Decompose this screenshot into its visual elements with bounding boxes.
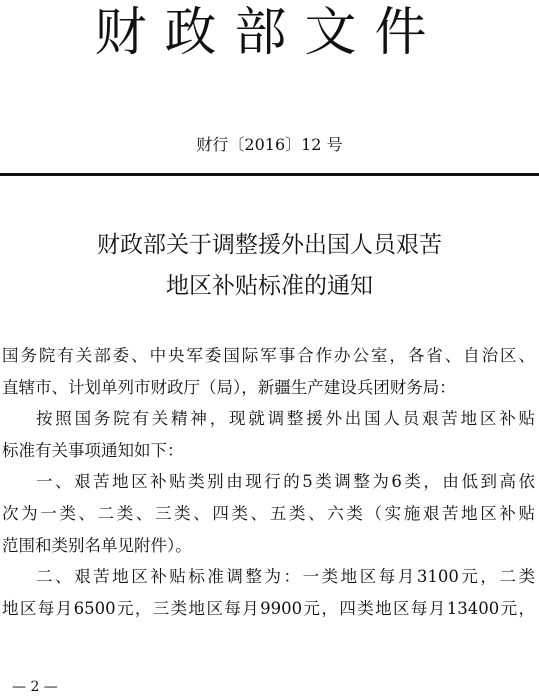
document-number: 财行〔2016〕12 号 — [196, 135, 343, 154]
body-line-intro-1: 按照国务院有关精神，现就调整援外出国人员艰苦地区补贴 — [36, 409, 535, 429]
header-divider — [0, 173, 539, 176]
body-line-intro-2: 标准有关事项通知如下： — [2, 440, 184, 460]
body-line-item1-2: 次为一类、二类、三类、四类、五类、六类（实施艰苦地区补贴 — [2, 503, 535, 523]
notice-body — [0, 340, 539, 624]
body-line-item2-1: 二、艰苦地区补贴标准调整为：一类地区每月3100元，二类 — [36, 567, 535, 587]
body-line-item1-3: 范围和类别名单见附件）。 — [2, 535, 192, 555]
body-line-addressees-2: 直辖市、计划单列市财政厅（局），新疆生产建设兵团财务局： — [2, 377, 456, 397]
notice-title-line-1: 财政部关于调整援外出国人员艰苦 — [97, 232, 442, 258]
page-number: — 2 — — [12, 679, 58, 695]
body-line-item2-2: 地区每月6500元，三类地区每月9900元，四类地区每月13400元， — [2, 598, 535, 618]
body-line-addressees-1: 国务院有关部委、中央军委国际军事合作办公室，各省、自治区、 — [2, 346, 535, 365]
document-header-title: 财政部文件 — [94, 3, 445, 63]
notice-title-line-2: 地区补贴标准的通知 — [166, 273, 373, 299]
body-line-item1-1: 一、艰苦地区补贴类别由现行的5类调整为6类，由低到高依 — [36, 472, 535, 492]
